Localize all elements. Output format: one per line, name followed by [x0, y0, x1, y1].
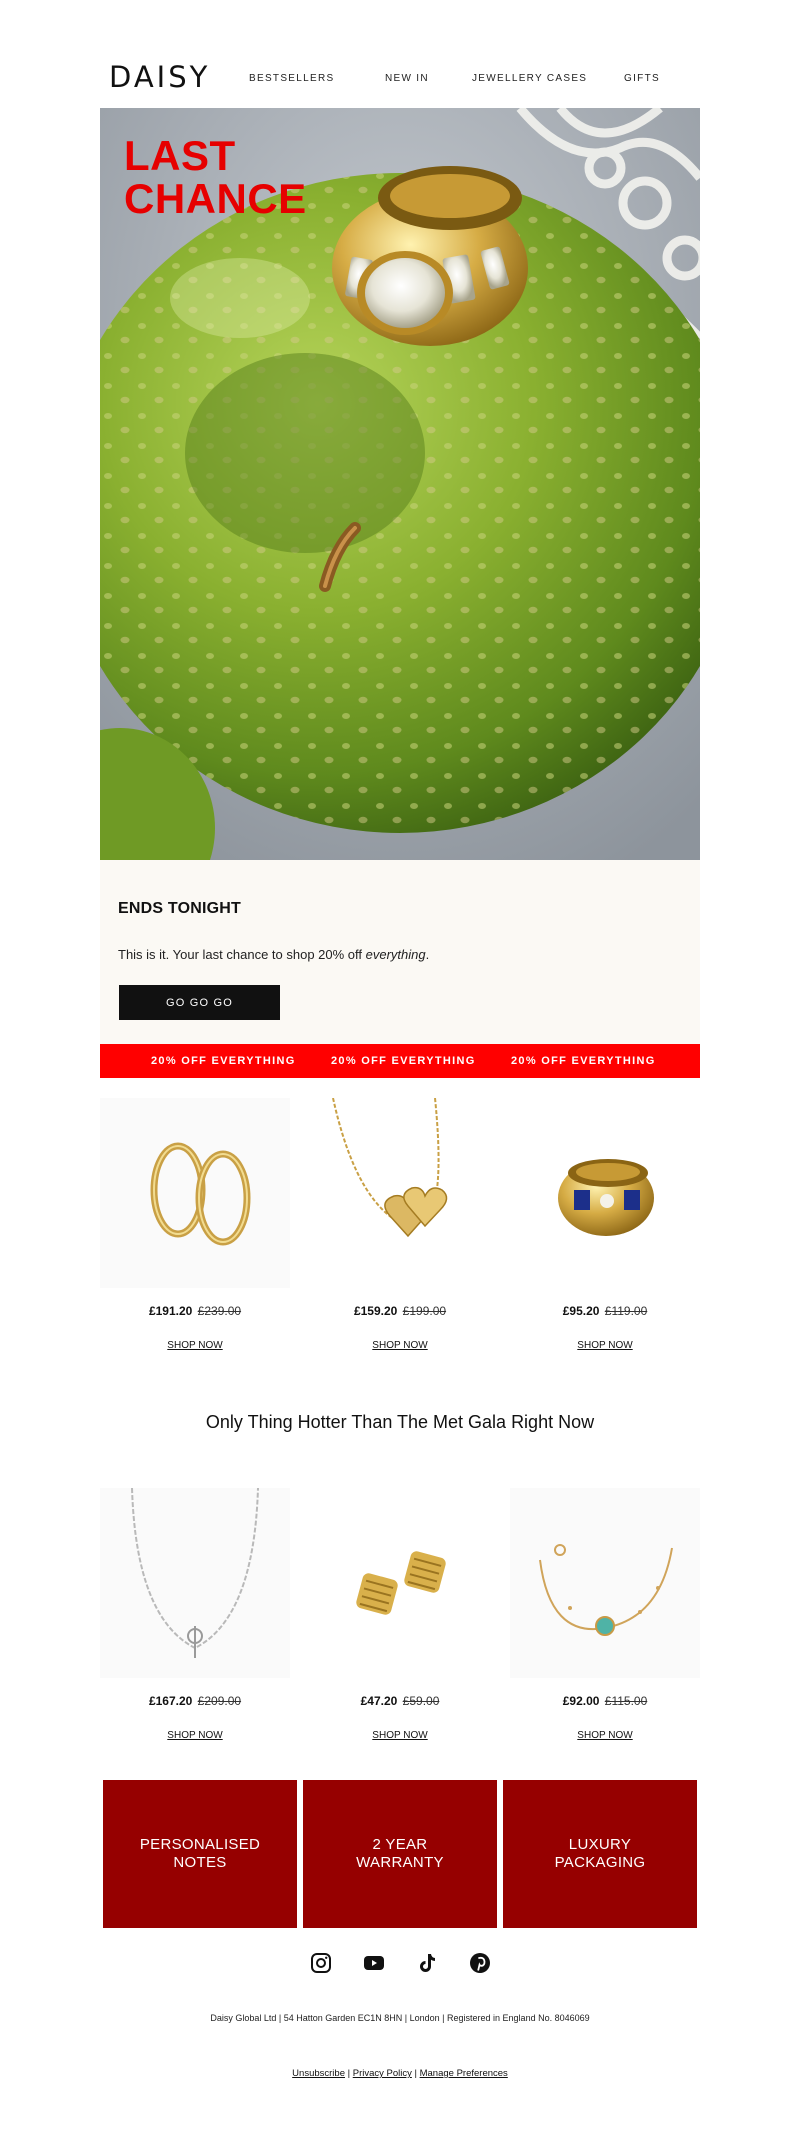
hero-title	[124, 134, 307, 220]
hero-title-line2: CHANCE	[124, 175, 307, 222]
banner-text: 20% OFF EVERYTHING	[511, 1055, 656, 1067]
section-heading: Only Thing Hotter Than The Met Gala Right Now	[205, 1412, 595, 1432]
nav-new-in[interactable]: NEW IN	[385, 73, 429, 84]
promo-heading: ENDS TONIGHT	[118, 900, 242, 917]
feature-luxury-packaging[interactable]	[503, 1780, 697, 1928]
original-price: £199.00	[402, 1304, 447, 1318]
hero-image[interactable]	[100, 108, 700, 860]
sale-price: £167.20	[148, 1694, 193, 1708]
silver-necklace-image[interactable]	[100, 1488, 290, 1678]
banner-text: 20% OFF EVERYTHING	[151, 1055, 296, 1067]
feature-label: PERSONALISED NOTES	[139, 1836, 261, 1871]
hero-title-line1: LAST	[124, 132, 236, 179]
promo-text-end: .	[425, 947, 430, 962]
unsubscribe-link[interactable]: Unsubscribe	[292, 2068, 345, 2079]
go-go-go-button[interactable]: GO GO GO	[119, 985, 280, 1020]
shop-now-link[interactable]: SHOP NOW	[577, 1730, 633, 1741]
shop-now-link[interactable]: SHOP NOW	[167, 1340, 223, 1351]
shop-now-link[interactable]: SHOP NOW	[372, 1340, 428, 1351]
promo-block	[100, 860, 700, 1044]
sale-price: £159.20	[353, 1304, 398, 1318]
tiktok-icon[interactable]	[415, 1951, 439, 1975]
footer-links	[100, 2068, 700, 2079]
heart-necklace-image[interactable]	[305, 1098, 495, 1288]
product-price	[100, 1694, 290, 1708]
product-price	[100, 1304, 290, 1318]
shop-now-link[interactable]: SHOP NOW	[167, 1730, 223, 1741]
privacy-policy-link[interactable]: Privacy Policy	[352, 2068, 412, 2079]
sapphire-ring-image[interactable]	[510, 1098, 700, 1288]
pinterest-icon[interactable]	[468, 1951, 492, 1975]
footer-address: Daisy Global Ltd | 54 Hatton Garden EC1N 8HN | London | Registered in England No. 8046069	[210, 2013, 590, 2023]
original-price: £59.00	[402, 1694, 440, 1708]
header	[100, 60, 700, 100]
discount-banner[interactable]	[100, 1044, 700, 1078]
sale-price: £191.20	[148, 1304, 193, 1318]
feature-label: LUXURY PACKAGING	[554, 1836, 646, 1871]
sale-price: £47.20	[360, 1694, 398, 1708]
gold-stud-earrings-image[interactable]	[305, 1488, 495, 1678]
product-price	[305, 1694, 495, 1708]
product-price	[510, 1304, 700, 1318]
promo-text	[118, 947, 429, 962]
feature-warranty[interactable]	[303, 1780, 497, 1928]
shop-now-link[interactable]: SHOP NOW	[577, 1340, 633, 1351]
product-price	[305, 1304, 495, 1318]
feature-personalised-notes[interactable]	[103, 1780, 297, 1928]
youtube-icon[interactable]	[362, 1951, 386, 1975]
turquoise-bracelet-image[interactable]	[510, 1488, 700, 1678]
shop-now-link[interactable]: SHOP NOW	[372, 1730, 428, 1741]
daisy-logo[interactable]: DAISY	[109, 60, 211, 94]
original-price: £119.00	[604, 1304, 648, 1318]
promo-text-emphasis: everything	[365, 947, 426, 962]
nav-jewellery-cases[interactable]: JEWELLERY CASES	[472, 73, 588, 84]
banner-text: 20% OFF EVERYTHING	[331, 1055, 476, 1067]
nav-bestsellers[interactable]: BESTSELLERS	[249, 73, 335, 84]
original-price: £209.00	[197, 1694, 242, 1708]
sale-price: £95.20	[562, 1304, 600, 1318]
original-price: £239.00	[197, 1304, 242, 1318]
original-price: £115.00	[604, 1694, 648, 1708]
separator: |	[344, 2068, 353, 2079]
manage-preferences-link[interactable]: Manage Preferences	[419, 2068, 508, 2079]
product-price	[510, 1694, 700, 1708]
nav-gifts[interactable]: GIFTS	[624, 73, 660, 84]
promo-text-main: This is it. Your last chance to shop 20% off	[118, 947, 366, 962]
separator: |	[411, 2068, 420, 2079]
feature-label: 2 YEAR WARRANTY	[356, 1836, 444, 1871]
instagram-icon[interactable]	[309, 1951, 333, 1975]
hoop-earrings-image[interactable]	[100, 1098, 290, 1288]
sale-price: £92.00	[562, 1694, 600, 1708]
